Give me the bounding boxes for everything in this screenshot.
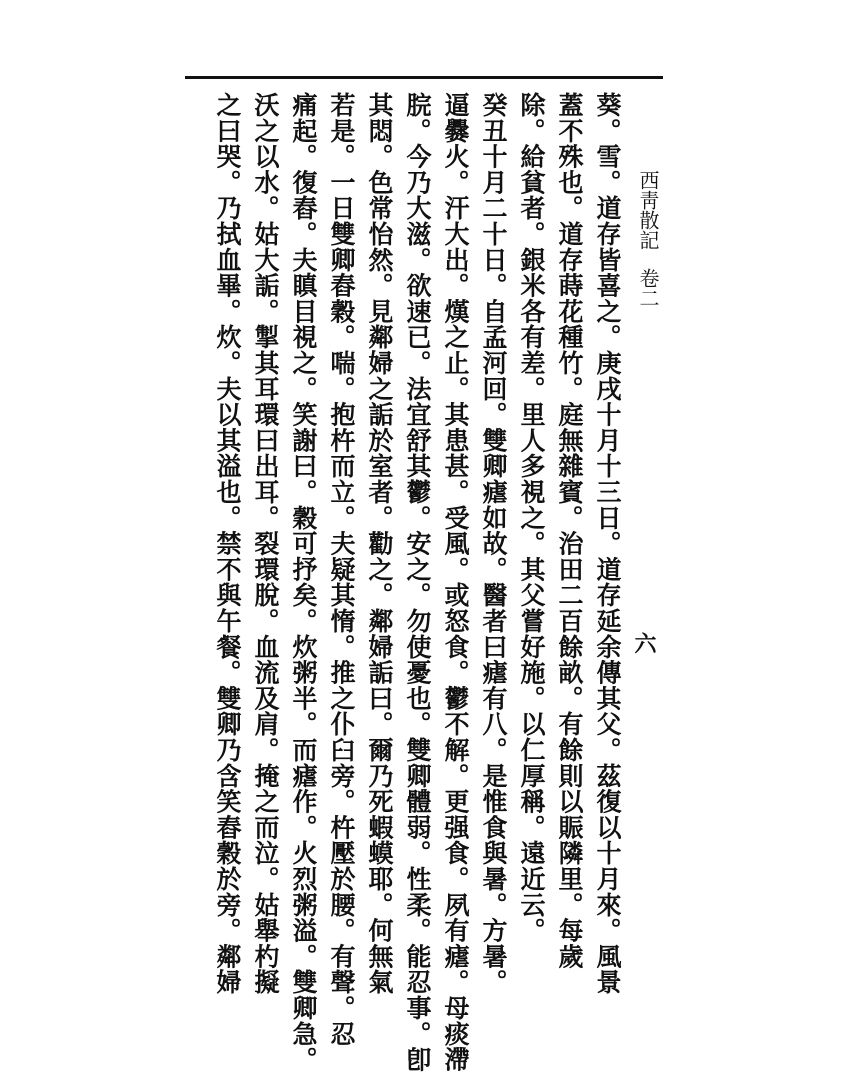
text-column-9: 痛起。復舂。夫瞋目視之。笑謝曰。穀可抒矣。炊粥半。而瘧作。火烈粥溢。雙卿急。: [289, 92, 318, 1072]
text-column-11: 之曰哭。乃拭血畢。炊。夫以其溢也。禁不與午餐。雙卿乃含笑舂穀於旁。鄰婦: [213, 92, 242, 995]
text-column-4: 癸丑十月二十日。自孟河回。雙卿瘧如故。醫者曰瘧有八。是惟食與暑。方暑。: [479, 92, 508, 995]
text-column-8: 若是。一日雙卿舂穀。喘。抱杵而立。夫疑其惰。推之仆臼旁。杵壓於腰。有聲。忍: [327, 92, 356, 1047]
book-title: 西靑散記: [636, 170, 660, 250]
running-header: [636, 170, 660, 308]
text-column-5: 逼爨火。汗大出。熯之止。其患甚。受風。或怒食。鬱不解。更强食。夙有瘧。母痰滯: [441, 92, 470, 1072]
page-number: 六: [631, 632, 657, 654]
text-column-10: 沃之以水。姑大詬。掣其耳環曰出耳。裂環脫。血流及肩。掩之而泣。姑舉杓擬: [251, 92, 280, 995]
text-column-3: 除。給貧者。銀米各有差。里人多視之。其父嘗好施。以仁厚稱。遠近云。: [517, 92, 546, 944]
text-column-1: 葵。雪。道存皆喜之。庚戌十月十三日。道存延余傳其父。茲復以十月來。風景: [593, 92, 622, 995]
header-rule: [185, 76, 663, 79]
volume-label: 卷二: [636, 268, 660, 308]
text-column-7: 其悶。色常怡然。見鄰婦之詬於室者。勸之。鄰婦詬曰。爾乃死蝦蟆耶。何無氣: [365, 92, 394, 995]
text-column-6: 脘。今乃大滋。欲速已。法宜舒其鬱。安之。勿使憂也。雙卿體弱。性柔。能忍事。卽: [403, 92, 432, 1072]
text-column-2: 蓋不殊也。道存蒔花種竹。庭無雜賓。治田二百餘畝。有餘則以賑隣里。每歲: [555, 92, 584, 970]
